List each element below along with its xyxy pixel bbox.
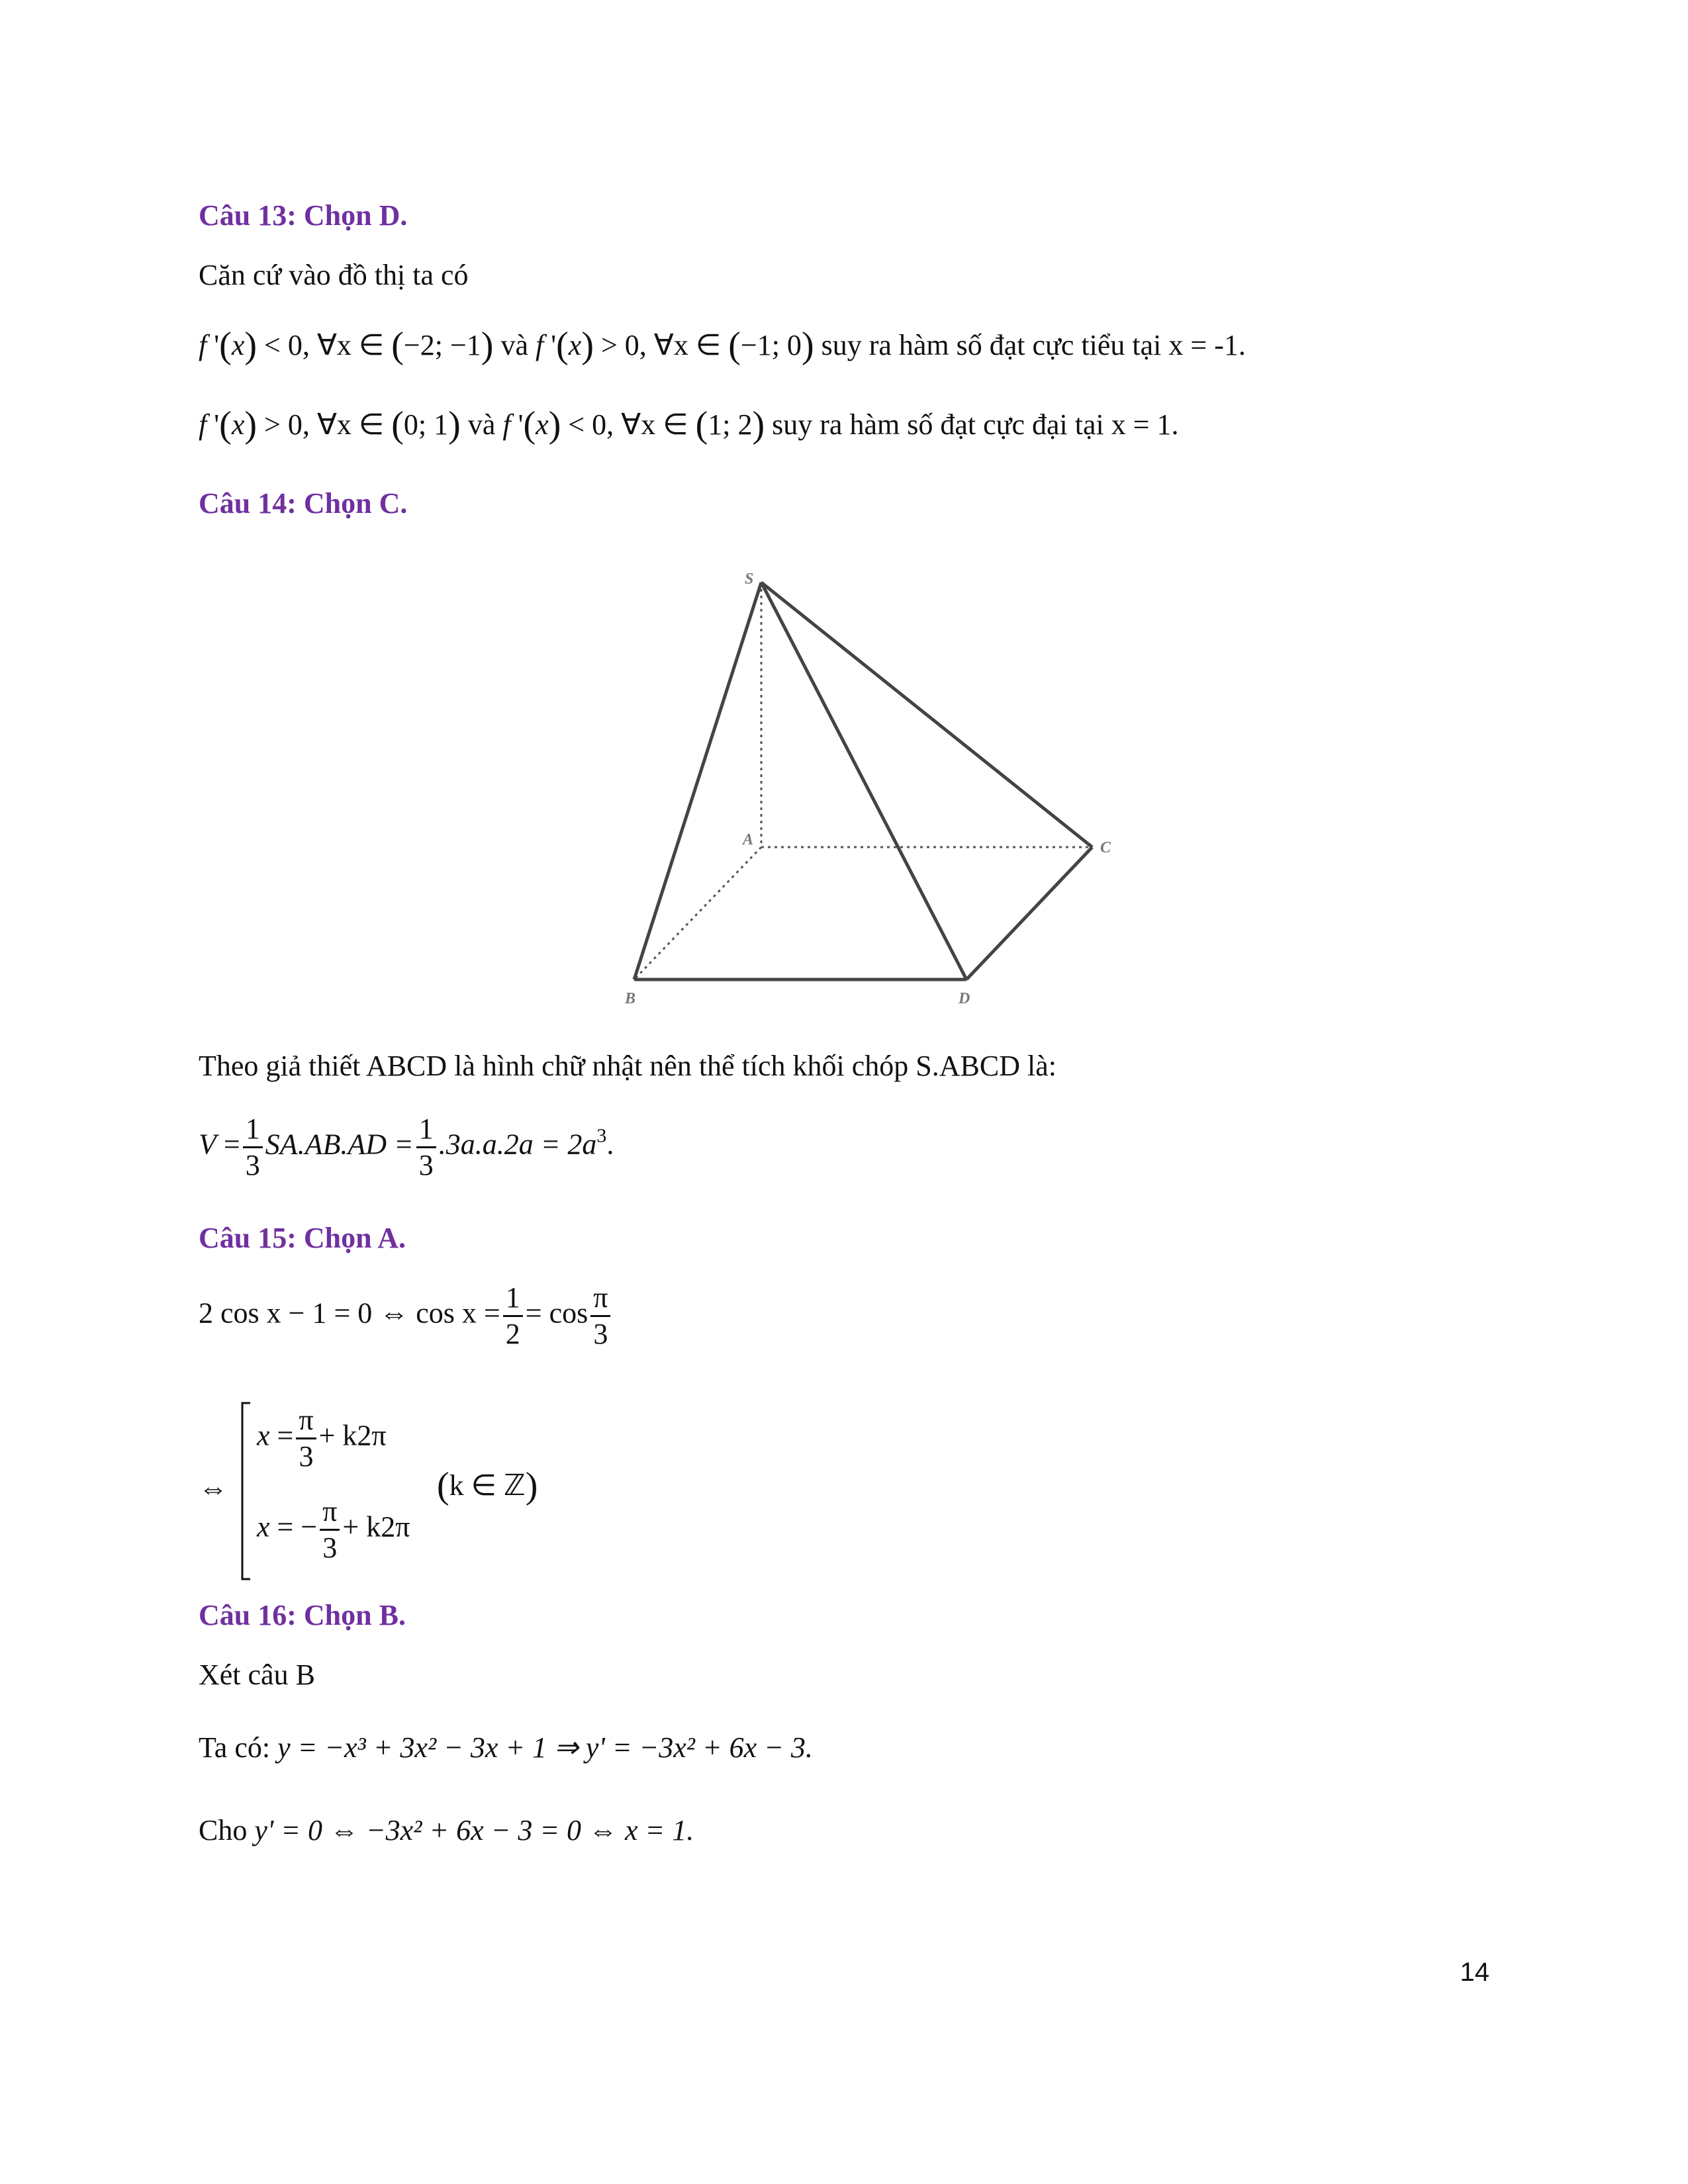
q15-solution-2: x = − $\frac{\pi}{3}$ + k2π (257, 1495, 410, 1564)
equiv-symbol: ⇔ (199, 1472, 228, 1504)
q13-line1-int2: −1; 0 (740, 329, 802, 361)
q14-formula: V = $\frac{1}{3}$ SA.AB.AD = $\frac{1}{3}$ $.3a.a.2a = 2a^3$. (199, 1113, 614, 1181)
q13-line2-cond2: < 0, ∀x ∈ (568, 408, 696, 441)
edge-DC (966, 847, 1092, 979)
q13-line2-conclusion: suy ra hàm số đạt cực đại tại x = 1. (772, 408, 1179, 441)
q15-solution-set (199, 1402, 569, 1580)
q15-equation (199, 1281, 613, 1351)
q16-cho-label: Cho (199, 1814, 248, 1846)
q16-cho-eq: y' = 0 ⇔ −3x² + 6x − 3 = 0 ⇔ x = 1. (254, 1814, 694, 1846)
q13-line2-va: và (467, 408, 496, 441)
frac-one-third-2: $\frac{1}{3}$ (416, 1112, 436, 1183)
q13-line1-cond2: > 0, ∀x ∈ (600, 329, 729, 361)
q16-heading: Câu 16: Chọn B. (199, 1599, 406, 1631)
q14-statement: Theo giả thiết ABCD là hình chữ nhật nên thể tích khối chóp S.ABCD là: (199, 1050, 1057, 1082)
q13-line1-conclusion: suy ra hàm số đạt cực tiểu tại x = -1. (821, 329, 1246, 361)
q15-eq-cos: = cos (525, 1297, 588, 1330)
frac-one-half: $\frac{1}{2}$ (503, 1281, 523, 1351)
edge-SB (634, 582, 761, 979)
q16-xet: Xét câu B (199, 1659, 315, 1691)
q13-line2-cond1: > 0, ∀x ∈ (264, 408, 392, 441)
label-S: S (745, 570, 754, 588)
frac-pi-third: $\frac{\pi}{3}$ (590, 1281, 610, 1351)
q13-line2-int1: 0; 1 (403, 408, 449, 441)
q15-k-condition: (k ∈ ℤ) (437, 1465, 538, 1506)
q13-line1-int1: −2; −1 (403, 329, 481, 361)
q13-line1-cond1: < 0, ∀x ∈ (264, 329, 392, 361)
pyramid-figure (616, 569, 1132, 1019)
q14-cube: 3 (596, 1124, 607, 1147)
q16-taco-eq: y = −x³ + 3x² − 3x + 1 ⇒ y' = −3x² + 6x − 3. (277, 1731, 813, 1764)
edge-SC (761, 582, 1092, 847)
edge-AB (634, 847, 761, 979)
q14-heading: Câu 14: Chọn C. (199, 487, 408, 520)
page-number: 14 (1460, 1958, 1489, 1987)
q15-eq-left: 2 cos x − 1 = 0 ⇔ cos x = (199, 1297, 500, 1330)
q15-heading: Câu 15: Chọn A. (199, 1222, 406, 1254)
q13-line1: f '(x) < 0, ∀x ∈ (−2; −1) và f '(x) > 0, ∀x ∈ (−1; 0) suy ra hàm số đạt cực tiểu tại x = -1. (199, 325, 1246, 366)
frac-one-third: $\frac{1}{3}$ (243, 1112, 263, 1183)
q13-heading: Câu 13: Chọn D. (199, 199, 408, 232)
q14-formula-end: .3a.a.2a = 2a (438, 1128, 597, 1161)
q13-line2: f '(x) > 0, ∀x ∈ (0; 1) và f '(x) < 0, ∀x ∈ (1; 2) suy ra hàm số đạt cực đại tại x = 1. (199, 404, 1179, 445)
q14-formula-mid: SA.AB.AD = (265, 1128, 414, 1161)
q13-intro: Căn cứ vào đồ thị ta có (199, 259, 469, 291)
q16-taco-label: Ta có: (199, 1731, 271, 1764)
q16-taco (199, 1731, 813, 1764)
bracket-icon (240, 1402, 253, 1580)
label-C: C (1100, 839, 1111, 856)
q13-line1-va: và (500, 329, 528, 361)
edge-SD (761, 582, 966, 979)
q16-cho (199, 1813, 694, 1847)
q13-line2-int2: 1; 2 (708, 408, 753, 441)
label-B: B (625, 990, 636, 1007)
label-A: A (743, 831, 754, 848)
label-D: D (959, 990, 970, 1007)
q15-solution-1: x = $\frac{\pi}{3}$ + k2π (257, 1404, 387, 1473)
